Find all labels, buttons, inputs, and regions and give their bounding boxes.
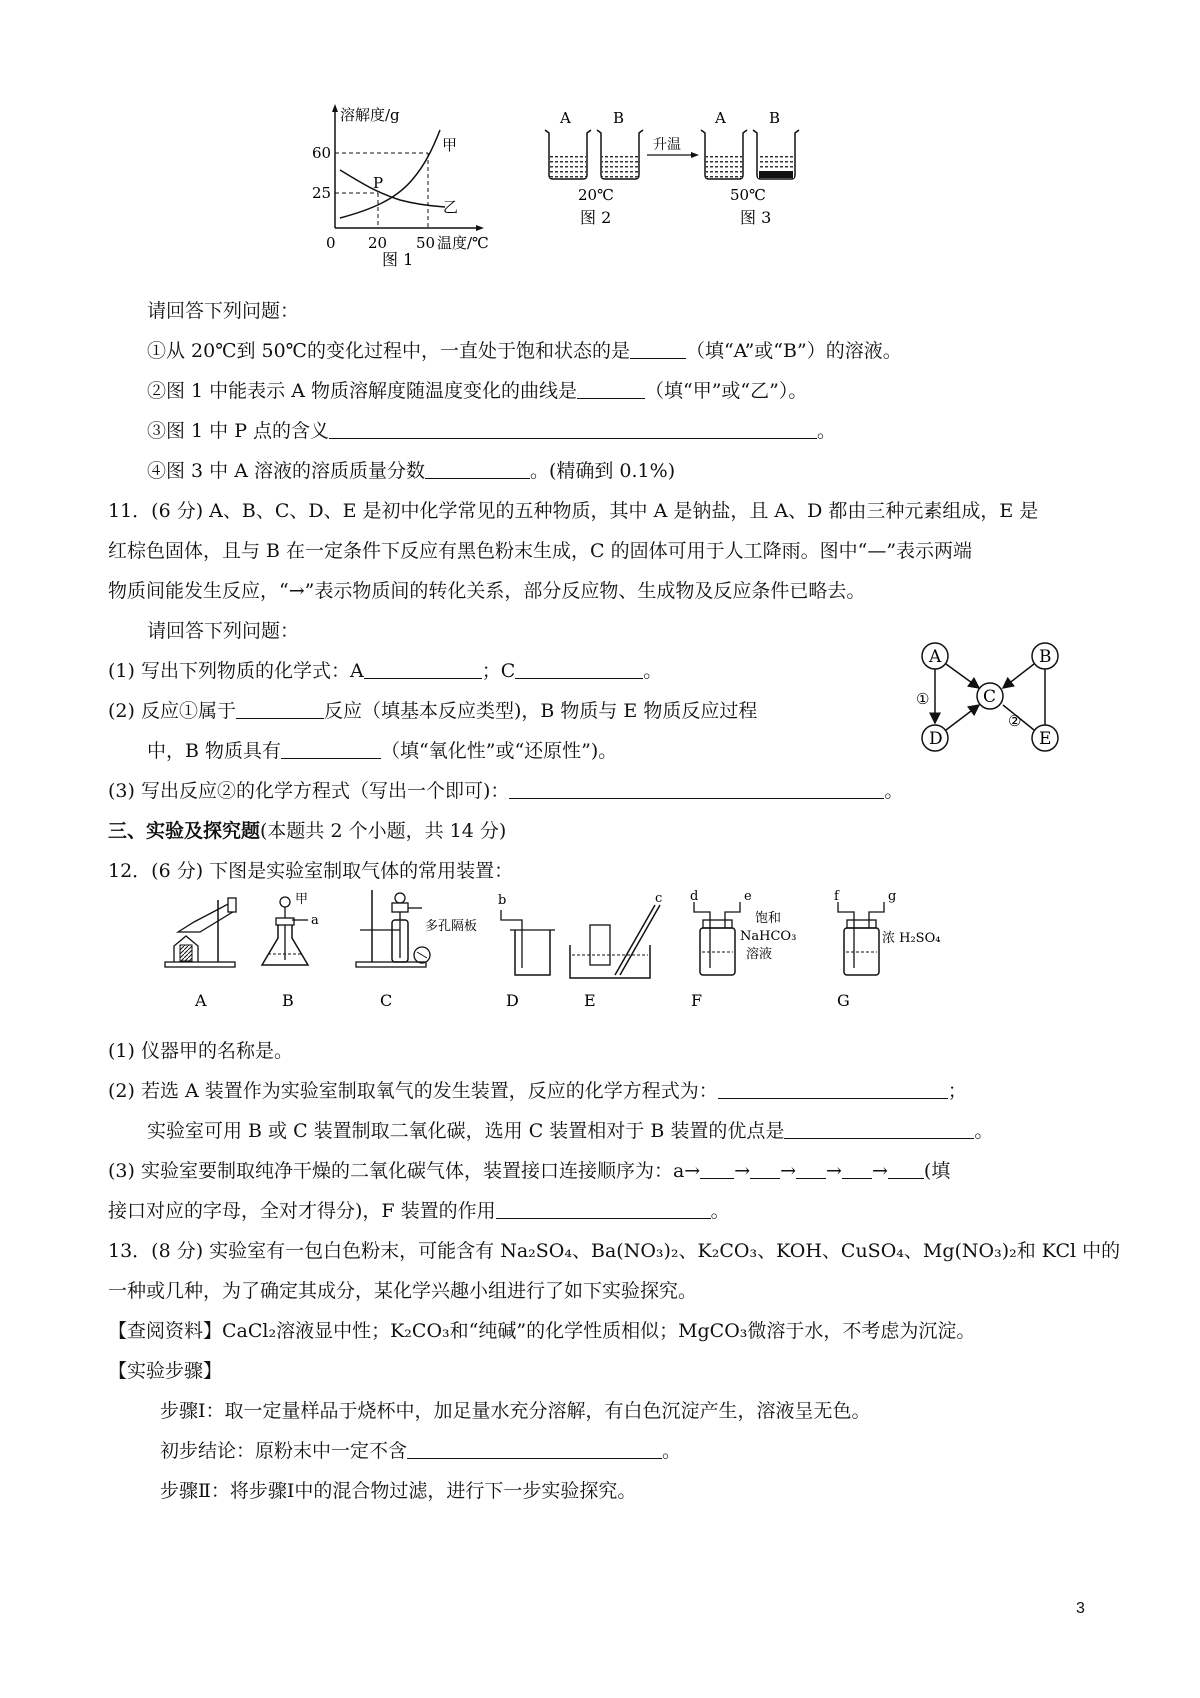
answer-blank[interactable]	[842, 1160, 872, 1179]
answer-blank[interactable]	[796, 1160, 826, 1179]
svg-text:E: E	[1039, 729, 1052, 749]
apparatus-label-c: C	[380, 991, 393, 1010]
point-p-label: P	[373, 174, 384, 192]
beaker-a-50c	[701, 130, 747, 179]
svg-text:多孔隔板: 多孔隔板	[425, 919, 478, 934]
q12-part1: (1) 仪器甲的名称是。	[108, 1040, 293, 1062]
answer-blank[interactable]	[718, 1080, 948, 1099]
temp-20-label: 20℃	[578, 186, 614, 204]
solubility-chart	[300, 100, 500, 270]
apparatus-c	[356, 890, 430, 967]
apparatus-f	[694, 902, 740, 975]
svg-text:溶液: 溶液	[746, 947, 773, 962]
answer-blank[interactable]	[630, 340, 686, 359]
beaker-figures	[535, 105, 835, 235]
answer-blank[interactable]	[750, 1160, 780, 1179]
svg-text:浓 H₂SO₄: 浓 H₂SO₄	[882, 931, 941, 946]
svg-text:B: B	[1039, 647, 1052, 667]
svg-text:①: ①	[916, 690, 930, 708]
q10-part4: ④图 3 中 A 溶液的溶质质量分数 。(精确到 0.1%)	[147, 460, 676, 482]
apparatus-label-b: B	[282, 991, 294, 1010]
section-3-heading: 三、实验及探究题(本题共 2 个小题，共 14 分)	[108, 820, 507, 842]
beaker-b-20c	[597, 130, 643, 179]
answer-blank[interactable]	[281, 740, 381, 759]
q12-part2-cont: 实验室可用 B 或 C 装置制取二氧化碳，选用 C 装置相对于 B 装置的优点是 。	[147, 1120, 994, 1142]
q13-reference: 【查阅资料】CaCl₂溶液显中性；K₂CO₃和“纯碱”的化学性质相似；MgCO₃微溶于水，不考虑为沉淀。	[108, 1320, 976, 1342]
q13-step1: 步骤Ⅰ：取一定量样品于烧杯中，加足量水充分溶解，有白色沉淀产生，溶液呈无色。	[160, 1400, 871, 1422]
apparatus-e	[570, 905, 660, 978]
svg-text:NaHCO₃: NaHCO₃	[740, 929, 797, 944]
beaker-a2-label: A	[715, 109, 726, 127]
x-axis-label: 温度/℃	[437, 234, 489, 252]
answer-blank[interactable]	[509, 780, 884, 799]
apparatus-label-e: E	[584, 991, 596, 1010]
lab-apparatus-figure	[160, 890, 1060, 1015]
q11-stem-line2: 红棕色固体，且与 B 在一定条件下反应有黑色粉末生成，C 的固体可用于人工降雨。图中“—”表示两端	[108, 540, 973, 562]
apparatus-label-a: A	[195, 991, 207, 1010]
answer-blank[interactable]	[364, 660, 482, 679]
q13-conclusion1: 初步结论：原粉末中一定不含 。	[160, 1440, 682, 1462]
apparatus-b	[262, 897, 308, 965]
q11-part2-cont: 中，B 物质具有 （填“氧化性”或“还原性”)。	[147, 740, 618, 762]
answer-blank[interactable]	[577, 380, 645, 399]
answer-blank[interactable]	[236, 700, 324, 719]
svg-text:C: C	[983, 687, 997, 707]
answer-blank[interactable]	[407, 1440, 662, 1459]
apparatus-g	[838, 902, 884, 975]
q10-part3: ③图 1 中 P 点的含义 。	[147, 420, 837, 442]
svg-text:c: c	[655, 891, 663, 906]
q11-part1: (1) 写出下列物质的化学式：A ；C 。	[108, 660, 663, 682]
curve-jia-label: 甲	[442, 136, 458, 154]
q10-part2: ②图 1 中能表示 A 物质溶解度随温度变化的曲线是 （填“甲”或“乙”）。	[147, 380, 808, 402]
answer-blank[interactable]	[888, 1160, 924, 1179]
q13-stem-line2: 一种或几种，为了确定其成分，某化学兴趣小组进行了如下实验探究。	[108, 1280, 698, 1302]
answer-blank[interactable]	[329, 420, 817, 439]
q12-stem: 12．(6 分) 下图是实验室制取气体的常用装置：	[108, 860, 514, 882]
figure-2-caption: 图 2	[580, 208, 612, 227]
svg-text:②: ②	[1008, 712, 1022, 730]
y-tick-60: 60	[312, 144, 332, 162]
beaker-b-label: B	[613, 109, 625, 127]
figure-3-caption: 图 3	[740, 208, 772, 227]
answer-blank[interactable]	[496, 1200, 711, 1219]
svg-text:d: d	[690, 890, 699, 904]
q13-steps-heading: 【实验步骤】	[108, 1360, 223, 1382]
beaker-a-20c	[545, 130, 591, 179]
svg-text:饱和: 饱和	[755, 911, 782, 926]
svg-text:甲: 甲	[295, 892, 309, 907]
q11-stem-line3: 物质间能发生反应，“→”表示物质间的转化关系，部分反应物、生成物及反应条件已略去。	[108, 580, 866, 602]
q13-step2: 步骤Ⅱ：将步骤Ⅰ中的混合物过滤，进行下一步实验探究。	[160, 1480, 637, 1502]
answer-blank[interactable]	[425, 460, 530, 479]
q11-intro: 请回答下列问题：	[147, 620, 300, 642]
svg-text:a: a	[311, 913, 319, 928]
heat-arrow-label: 升温	[653, 137, 681, 153]
q12-part3: (3) 实验室要制取纯净干燥的二氧化碳气体，装置接口连接顺序为：a→ → → → → (填	[108, 1160, 951, 1182]
page-number: 3	[1076, 1600, 1085, 1617]
apparatus-label-g: G	[837, 991, 850, 1010]
svg-text:f: f	[834, 890, 839, 904]
curve-yi-label: 乙	[443, 198, 459, 216]
q12-part3-cont: 接口对应的字母，全对才得分)，F 装置的作用 。	[108, 1200, 730, 1222]
answer-blank[interactable]	[700, 1160, 734, 1179]
q10-part1: ①从 20℃到 50℃的变化过程中，一直处于饱和状态的是 （填“A”或“B”）的溶液。	[147, 340, 902, 362]
svg-text:A: A	[929, 647, 942, 667]
q11-stem-line1: 11．(6 分) A、B、C、D、E 是初中化学常见的五种物质，其中 A 是钠盐，且 A、D 都由三种元素组成，E 是	[108, 500, 1039, 522]
apparatus-d	[501, 910, 555, 975]
q11-part3: (3) 写出反应②的化学方程式（写出一个即可)： 。	[108, 780, 904, 802]
apparatus-label-f: F	[691, 991, 703, 1010]
x-tick-0: 0	[326, 234, 336, 252]
svg-text:D: D	[929, 729, 943, 749]
x-tick-50: 50	[416, 234, 436, 252]
q13-stem-line1: 13．(8 分) 实验室有一包白色粉末，可能含有 Na₂SO₄、Ba(NO₃)₂、K₂CO₃、KOH、CuSO₄、Mg(NO₃)₂和 KCl 中的	[108, 1240, 1121, 1262]
substance-relation-diagram	[910, 638, 1085, 758]
answer-blank[interactable]	[515, 660, 643, 679]
x-tick-20: 20	[368, 234, 388, 252]
svg-text:e: e	[744, 890, 752, 904]
svg-text:b: b	[498, 893, 507, 908]
answer-blank[interactable]	[784, 1120, 974, 1139]
temp-50-label: 50℃	[730, 186, 766, 204]
y-tick-25: 25	[312, 184, 332, 202]
apparatus-a	[165, 898, 236, 967]
svg-text:g: g	[888, 890, 897, 904]
beaker-a-label: A	[560, 109, 571, 127]
beaker-b-50c	[753, 130, 799, 179]
figure-1-caption: 图 1	[382, 250, 414, 269]
q11-part2: (2) 反应①属于 反应（填基本反应类型)，B 物质与 E 物质反应过程	[108, 700, 758, 722]
apparatus-label-d: D	[506, 991, 519, 1010]
beaker-b2-label: B	[769, 109, 781, 127]
q12-part2: (2) 若选 A 装置作为实验室制取氧气的发生装置，反应的化学方程式为： ；	[108, 1080, 967, 1102]
q10-intro: 请回答下列问题：	[147, 300, 300, 322]
curve-yi	[340, 170, 445, 207]
y-axis-label: 溶解度/g	[340, 106, 400, 124]
